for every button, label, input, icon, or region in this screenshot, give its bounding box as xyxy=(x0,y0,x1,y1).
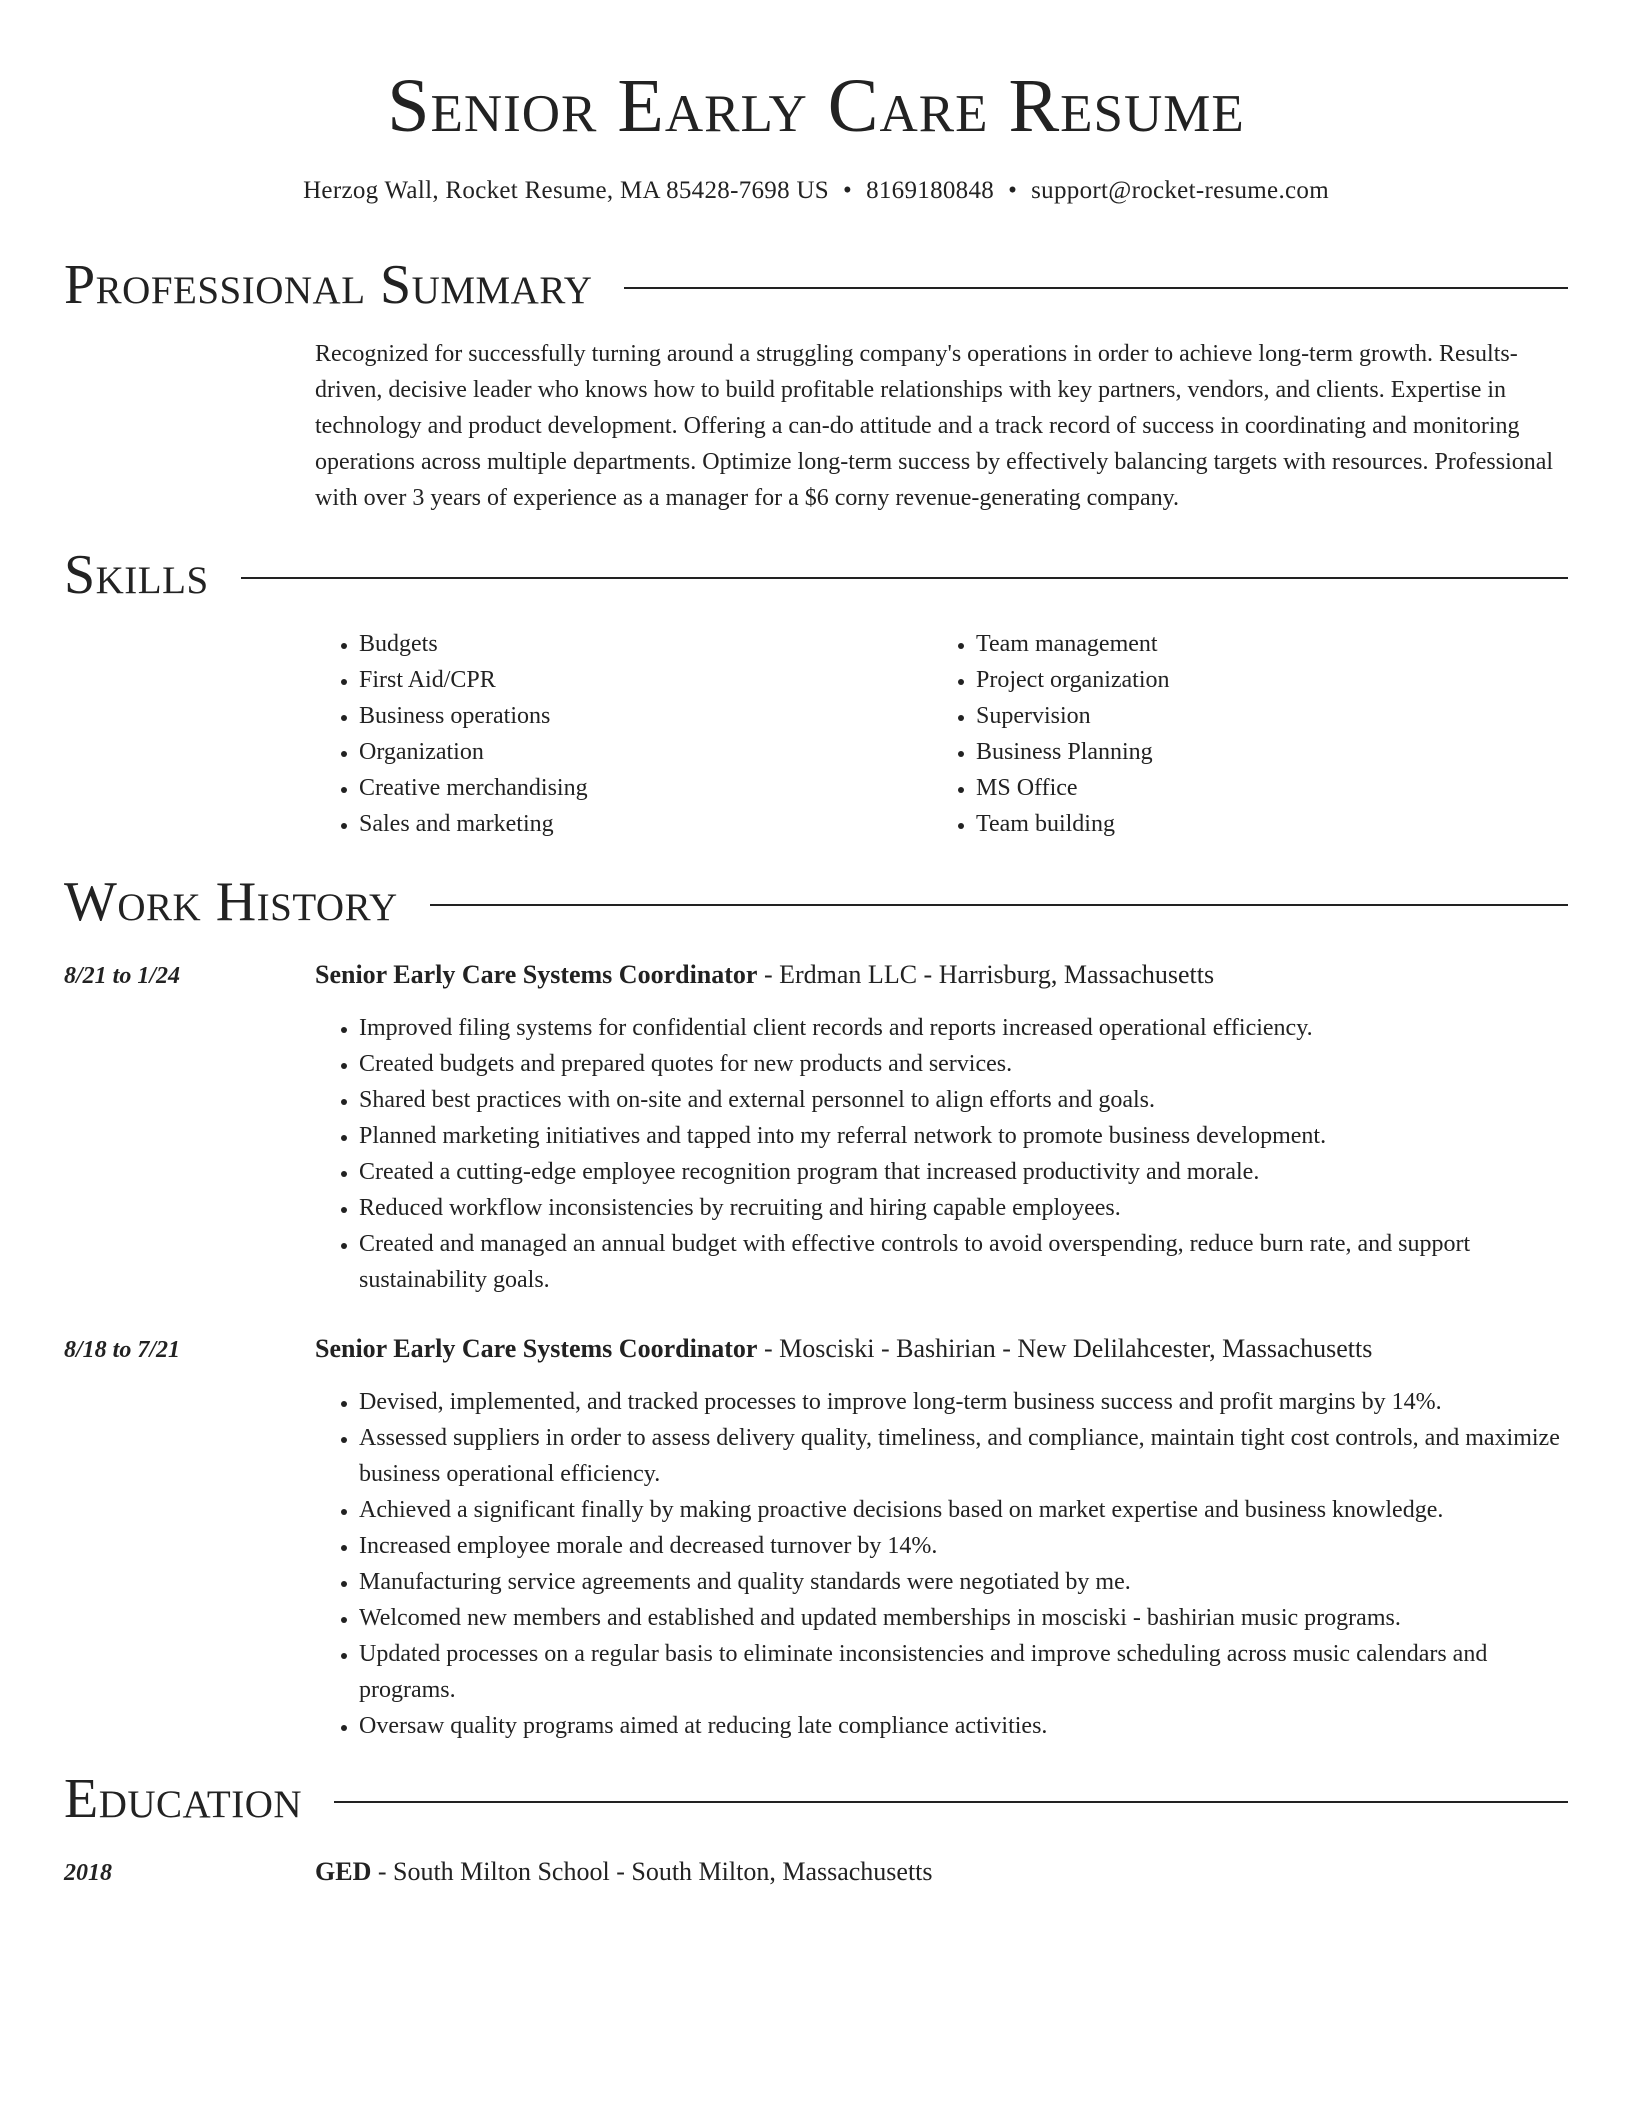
job-bullet: • Planned marketing initiatives and tapped into my referral network to promote business development. xyxy=(359,1118,1568,1154)
job-employer: - Erdman LLC - Harrisburg, Massachusetts xyxy=(757,960,1215,989)
section-divider xyxy=(334,1801,1568,1803)
job-dates: 8/18 to 7/21 xyxy=(64,1337,181,1363)
job-dates: 8/21 to 1/24 xyxy=(64,963,181,989)
contact-separator: • xyxy=(1008,177,1018,204)
job-employer: - Mosciski - Bashirian - New Delilahcester, Massachusetts xyxy=(757,1334,1373,1363)
skill-item: • Supervision xyxy=(976,698,1170,734)
job-bullet: • Created budgets and prepared quotes for new products and services. xyxy=(359,1046,1568,1082)
section-divider xyxy=(624,287,1568,289)
job-bullet: • Oversaw quality programs aimed at reducing late compliance activities. xyxy=(359,1708,1568,1744)
job-bullet: • Achieved a significant finally by making proactive decisions based on market expertise and business knowledge. xyxy=(359,1492,1568,1528)
education-line xyxy=(315,1854,1568,1890)
job-bullet: • Reduced workflow inconsistencies by recruiting and hiring capable employees. xyxy=(359,1190,1568,1226)
section-divider xyxy=(241,577,1568,579)
job-bullet: • Updated processes on a regular basis to eliminate inconsistencies and improve scheduling across music calendars and programs. xyxy=(359,1636,1568,1708)
skills-section-header xyxy=(64,540,1568,610)
job-bullet: • Improved filing systems for confidential client records and reports increased operational efficiency. xyxy=(359,1010,1568,1046)
education-school: - South Milton School - South Milton, Massachusetts xyxy=(371,1857,933,1886)
job-title: Senior Early Care Systems Coordinator xyxy=(315,960,758,989)
skill-item: • Organization xyxy=(359,734,588,770)
skill-item: • Team building xyxy=(976,806,1170,842)
contact-line xyxy=(0,174,1632,208)
skill-item: • Business Planning xyxy=(976,734,1170,770)
job-title-line xyxy=(315,957,1568,993)
job-bullet: • Created and managed an annual budget with effective controls to avoid overspending, reduce burn rate, and support sustainability goals. xyxy=(359,1226,1568,1298)
skill-item: • Budgets xyxy=(359,626,588,662)
job-title-line xyxy=(315,1331,1568,1367)
education-year: 2018 xyxy=(64,1860,112,1886)
summary-heading: Professional Summary xyxy=(64,254,593,316)
job-bullets xyxy=(315,1010,1568,1298)
summary-section-header xyxy=(64,250,1568,320)
education-section-header xyxy=(64,1764,1568,1834)
job-bullet: • Manufacturing service agreements and quality standards were negotiated by me. xyxy=(359,1564,1568,1600)
education-degree: GED xyxy=(315,1857,372,1886)
summary-text: Recognized for successfully turning around a struggling company's operations in order to achieve long-term growth. Results-driven, decisive leader who knows how to build profitable relationships with key partners, vendors, and clients. Expertise in technology and product development. Offering a can-do attitude and a track record of success in coordinating and monitoring operations across multiple departments. Optimize long-term success by effectively balancing targets with resources. Professional with over 3 years of experience as a manager for a $6 corny revenue-generating company. xyxy=(315,341,1554,511)
skill-item: • Business operations xyxy=(359,698,588,734)
education-heading: Education xyxy=(64,1768,303,1830)
job-title: Senior Early Care Systems Coordinator xyxy=(315,1334,758,1363)
skill-item: • First Aid/CPR xyxy=(359,662,588,698)
skill-item: • Creative merchandising xyxy=(359,770,588,806)
skill-item: • Team management xyxy=(976,626,1170,662)
work-section-header xyxy=(64,867,1568,937)
skills-list-left xyxy=(315,626,588,842)
work-heading: Work History xyxy=(64,871,398,933)
skills-heading: Skills xyxy=(64,544,209,606)
resume-title: Senior Early Care Resume xyxy=(387,64,1245,148)
section-divider xyxy=(430,904,1568,906)
skills-list-right xyxy=(932,626,1170,842)
job-bullet: • Welcomed new members and established and updated memberships in mosciski - bashirian music programs. xyxy=(359,1600,1568,1636)
job-bullets xyxy=(315,1384,1568,1744)
skill-item: • Sales and marketing xyxy=(359,806,588,842)
phone: 8169180848 xyxy=(866,177,995,204)
email[interactable]: support@rocket-resume.com xyxy=(1031,177,1329,204)
address: Herzog Wall, Rocket Resume, MA 85428-7698 US xyxy=(303,177,830,204)
job-bullet: • Increased employee morale and decreased turnover by 14%. xyxy=(359,1528,1568,1564)
job-bullet: • Devised, implemented, and tracked processes to improve long-term business success and profit margins by 14%. xyxy=(359,1384,1568,1420)
job-bullet: • Created a cutting-edge employee recognition program that increased productivity and morale. xyxy=(359,1154,1568,1190)
job-bullet: • Assessed suppliers in order to assess delivery quality, timeliness, and compliance, maintain tight cost controls, and maximize business operational efficiency. xyxy=(359,1420,1568,1492)
contact-separator: • xyxy=(843,177,853,204)
skill-item: • MS Office xyxy=(976,770,1170,806)
job-bullet: • Shared best practices with on-site and external personnel to align efforts and goals. xyxy=(359,1082,1568,1118)
skill-item: • Project organization xyxy=(976,662,1170,698)
